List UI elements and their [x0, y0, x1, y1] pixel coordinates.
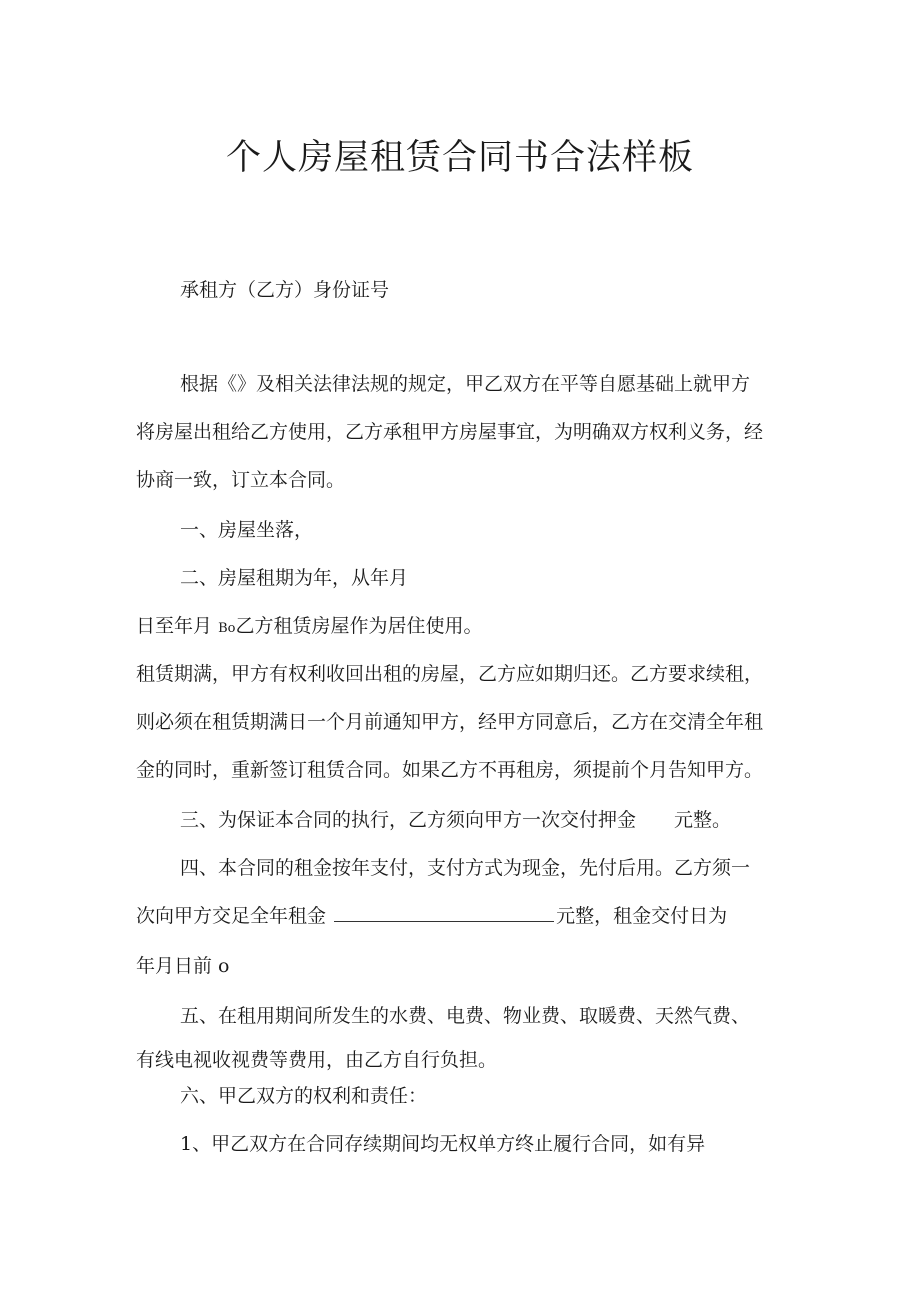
intro-line-3: 协商一致，订立本合同。: [136, 469, 346, 491]
document-title: 个人房屋租赁合同书合法样板: [225, 138, 694, 178]
clause-6: 六、甲乙双方的权利和责任：: [180, 1085, 428, 1107]
clause-3: 三、为保证本合同的执行，乙方须向甲方一次交付押金 元整。: [180, 809, 732, 831]
clause-2-term-line-2: 则必须在租赁期满日一个月前通知甲方，经甲方同意后，乙方在交清全年租: [136, 711, 764, 733]
clause-4-rent-label: 次向甲方交足全年租金: [136, 905, 327, 927]
clause-5-line-2: 有线电视收视费等费用，由乙方自行负担。: [136, 1049, 498, 1071]
clause-2-line-1: 二、房屋租期为年，从年月: [180, 567, 409, 589]
clause-6-item-1: 1、甲乙双方在合同存续期间均无权单方终止履行合同，如有异: [180, 1133, 706, 1155]
clause-5-line-1: 五、在租用期间所发生的水费、电费、物业费、取暖费、天然气费、: [180, 1005, 751, 1027]
clause-1: 一、房屋坐落，: [180, 519, 314, 541]
rent-amount-blank: [334, 903, 554, 922]
clause-2-dates: 日至年月: [136, 615, 213, 637]
clause-2-usage: 乙方租赁房屋作为居住使用。: [235, 615, 483, 637]
clause-2-term-line-3: 金的同时，重新签订租赁合同。如果乙方不再租房，须提前个月告知甲方。: [136, 759, 764, 781]
clause-2-term-line-1: 租赁期满，甲方有权利收回出租的房屋，乙方应如期归还。乙方要求续租，: [136, 663, 764, 685]
intro-line-2: 将房屋出租给乙方使用，乙方承租甲方房屋事宜，为明确双方权利义务，经: [136, 421, 764, 443]
clause-4-line-1: 四、本合同的租金按年支付，支付方式为现金，先付后用。乙方须一: [180, 857, 751, 879]
intro-line-1: 根据《》及相关法律法规的规定，甲乙双方在平等自愿基础上就甲方: [180, 373, 751, 395]
tenant-id-line: 承租方（乙方）身份证号: [180, 279, 390, 301]
clause-2-line-2: [136, 612, 482, 643]
clause-4-line-2: [136, 902, 727, 930]
clause-4-rent-suffix: 元整，租金交付日为: [556, 905, 728, 927]
clause-2-mark: Bo: [218, 621, 236, 636]
clause-4-line-3: 年月日前 o: [136, 955, 230, 977]
